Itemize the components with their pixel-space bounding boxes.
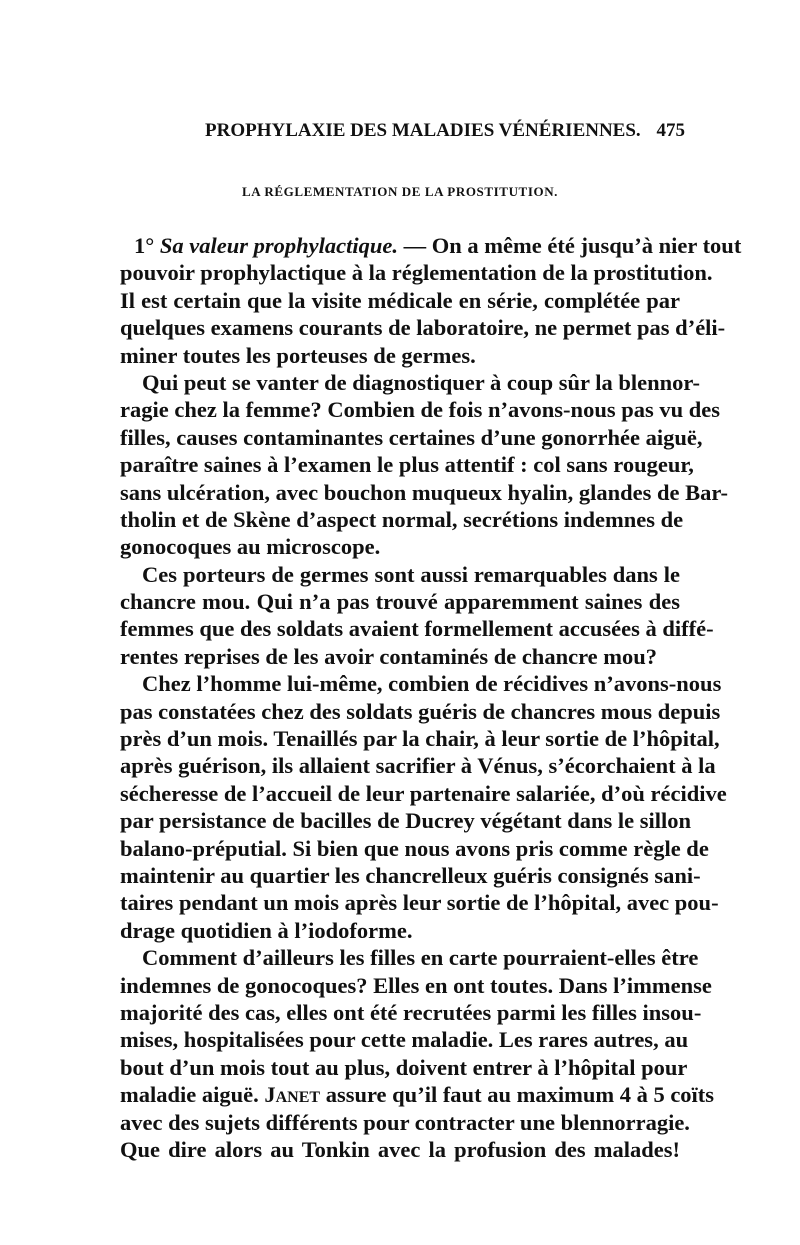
page-header <box>205 116 685 146</box>
text-line-content: assure qu’il faut au maximum 4 à 5 coïts <box>320 1082 715 1108</box>
text-line: pas constatées chez des soldats guéris de chancres mous depuis <box>120 698 721 724</box>
body-text <box>120 232 742 1163</box>
subsection-title: Sa valeur prophylactique. <box>159 233 399 258</box>
text-line: drage quotidien à l’iodoforme. <box>120 917 413 943</box>
text-line: indemnes de gonocoques? Elles en ont toutes. Dans l’immense <box>120 972 712 998</box>
text-line-content: — On a même été jusqu’à nier tout <box>398 233 742 258</box>
text-line: Il est certain que la visite médicale en série, complétée par <box>120 287 680 313</box>
text-line: taires pendant un mois après leur sortie de l’hôpital, avec pou- <box>120 890 719 916</box>
text-line: chancre mou. Qui n’a pas trouvé apparemment saines des <box>120 589 680 615</box>
running-title: PROPHYLAXIE DES MALADIES VÉNÉRIENNES. <box>205 120 641 141</box>
text-line: sécheresse de l’accueil de leur partenaire salariée, d’où récidive <box>120 780 727 806</box>
text-line: par persistance de bacilles de Ducrey végétant dans le sillon <box>120 808 692 834</box>
text-line: Qui peut se vanter de diagnostiquer à coup sûr la blennor- <box>142 369 700 395</box>
text-line: bout d’un mois tout au plus, doivent entrer à l’hôpital pour <box>120 1054 688 1080</box>
author-name: Janet <box>264 1082 321 1108</box>
text-line: quelques examens courants de laboratoire, ne permet pas d’éli- <box>120 315 726 341</box>
section-title: LA RÉGLEMENTATION DE LA PROSTITUTION. <box>241 184 559 199</box>
text-line: femmes que des soldats avaient formellement accusées à diffé- <box>120 616 714 642</box>
text-line: gonocoques au microscope. <box>120 534 381 560</box>
text-line: ragie chez la femme? Combien de fois n’avons-nous pas vu des <box>120 397 720 423</box>
text-line: après guérison, ils allaient sacrifier à Vénus, s’écorchaient à la <box>120 753 716 779</box>
text-line: rentes reprises de les avoir contaminés de chancre mou? <box>120 643 658 669</box>
text-line: paraître saines à l’examen le plus attentif : col sans rougeur, <box>120 452 694 478</box>
text-line: miner toutes les porteuses de germes. <box>120 342 476 368</box>
text-line: Que dire alors au Tonkin avec la profusion des malades! <box>120 1136 680 1162</box>
text-line: Chez l’homme lui-même, combien de récidives n’avons-nous <box>142 671 722 697</box>
text-line: Comment d’ailleurs les filles en carte pourraient-elles être <box>142 945 699 971</box>
text-line <box>120 232 742 259</box>
text-line: majorité des cas, elles ont été recrutées parmi les filles insou- <box>120 999 702 1025</box>
page-number: 475 <box>656 120 685 141</box>
text-line: mises, hospitalisées pour cette maladie. Les rares autres, au <box>120 1027 689 1053</box>
text-line: près d’un mois. Tenaillés par la chair, à leur sortie de l’hôpital, <box>120 726 720 752</box>
text-line: Ces porteurs de germes sont aussi remarquables dans le <box>142 561 680 587</box>
text-line: maintenir au quartier les chancrelleux guéris consignés sani- <box>120 862 701 888</box>
text-line-content: maladie aiguë. <box>120 1082 265 1108</box>
text-line: sans ulcération, avec bouchon muqueux hyalin, glandes de Bar- <box>120 479 729 505</box>
text-line: filles, causes contaminantes certaines d’une gonorrhée aiguë, <box>120 424 703 450</box>
text-line: pouvoir prophylactique à la réglementation de la prostitution. <box>120 260 713 286</box>
text-line <box>120 1081 715 1108</box>
text-line: tholin et de Skène d’aspect normal, secrétions indemnes de <box>120 506 684 532</box>
text-line: balano-préputial. Si bien que nous avons pris comme règle de <box>120 835 709 861</box>
text-line: avec des sujets différents pour contracter une blennorragie. <box>120 1109 690 1135</box>
subsection-number: 1° <box>134 233 155 258</box>
